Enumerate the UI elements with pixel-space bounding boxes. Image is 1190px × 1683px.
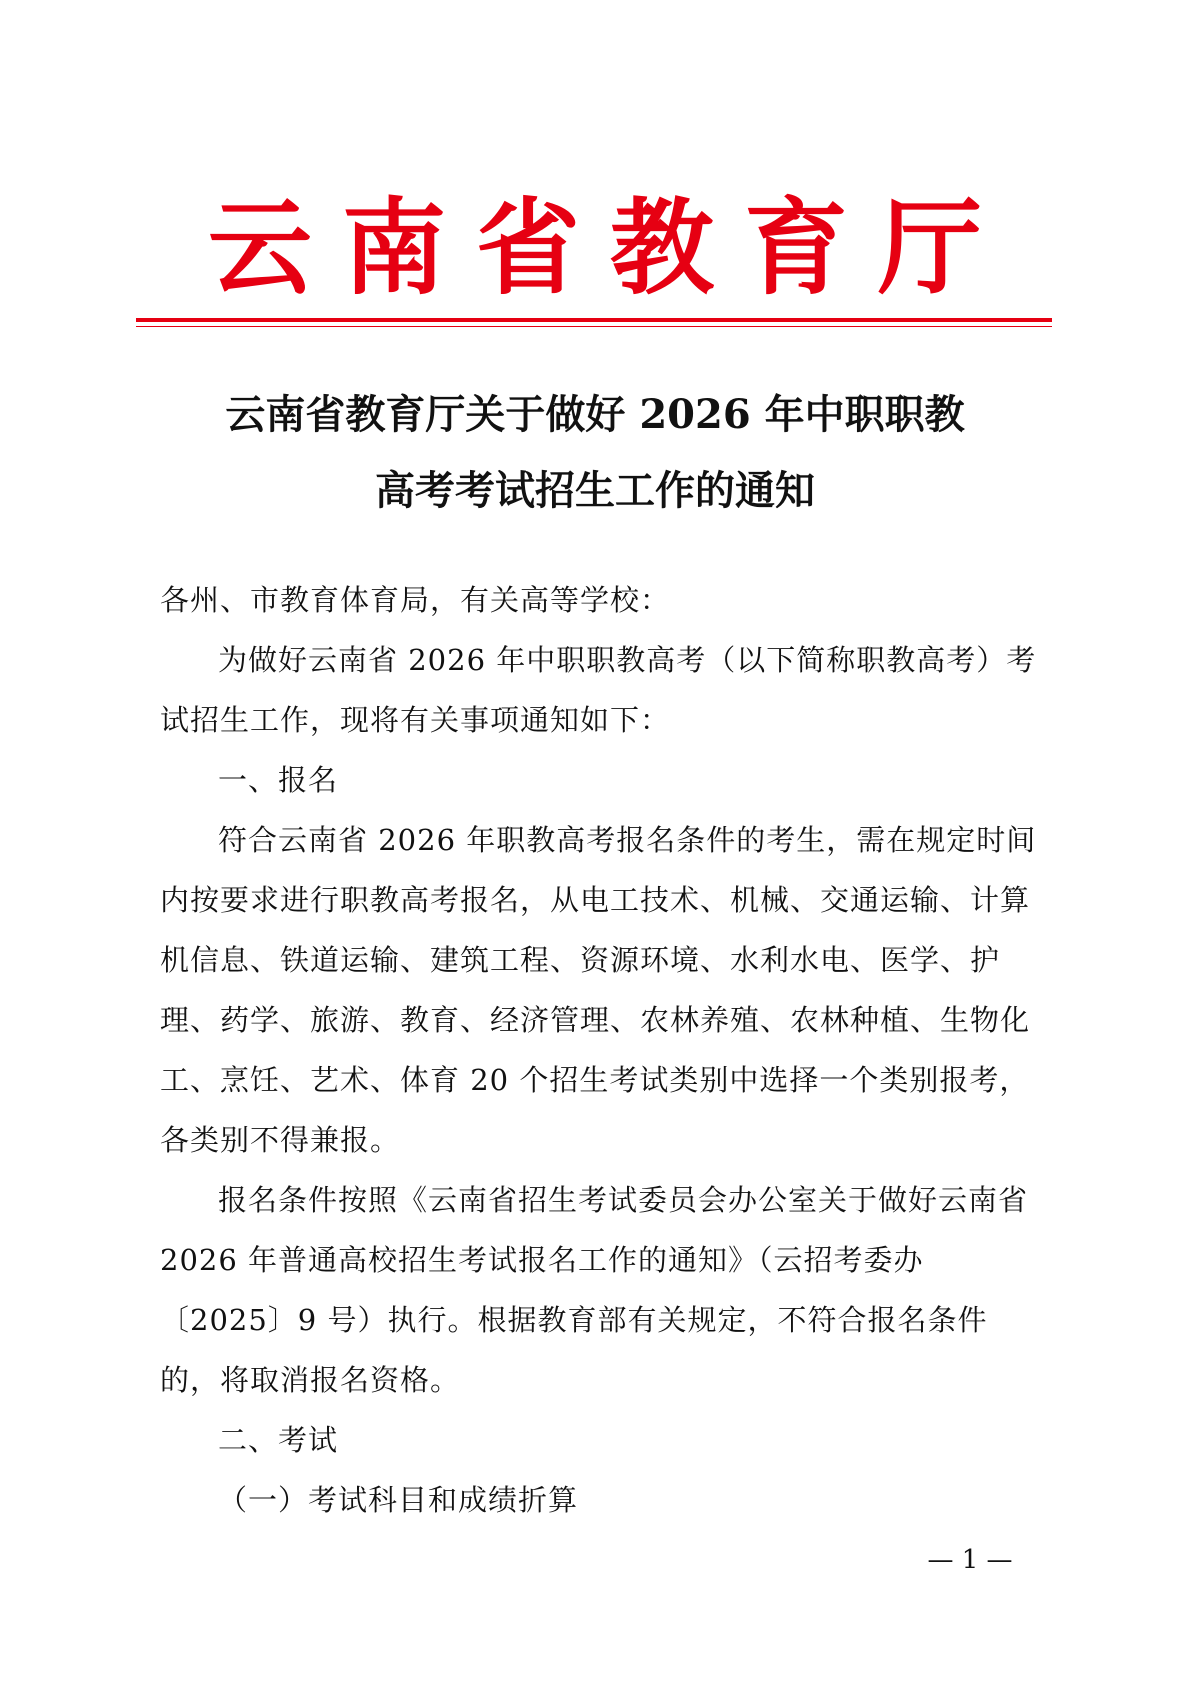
document-title-line-2: 高考考试招生工作的通知: [375, 467, 815, 514]
salutation: 各州、市教育体育局，有关高等学校：: [160, 583, 671, 617]
masthead-rule-thick: [136, 318, 1052, 322]
intro-paragraph: 为做好云南省 2026 年中职职教高考（以下简称职教高考）考试招生工作，现将有关事项通知如下：: [160, 643, 1037, 737]
subsection-heading-subjects: （一）考试科目和成绩折算: [218, 1483, 579, 1517]
page-number: — 1 —: [927, 1545, 1013, 1575]
masthead-rule-thin: [136, 326, 1052, 327]
section-heading-registration: 一、报名: [218, 763, 339, 797]
document-masthead: 云南省教育厅: [207, 187, 1012, 309]
registration-paragraph-2: 报名条件按照《云南省招生考试委员会办公室关于做好云南省 2026 年普通高校招生考试报名工作的通知》（云招考委办〔2025〕9 号）执行。根据教育部有关规定，不符合报名条件的，将取消报名资格。: [160, 1183, 1029, 1397]
registration-paragraph-1: 符合云南省 2026 年职教高考报名条件的考生，需在规定时间内按要求进行职教高考报名，从电工技术、机械、交通运输、计算机信息、铁道运输、建筑工程、资源环境、水利水电、医学、护理、药学、旅游、教育、经济管理、农林养殖、农林种植、生物化工、烹饪、艺术、体育 20 个招生考试类别中选择一个类别报考，各类别不得兼报。: [160, 823, 1037, 1157]
section-heading-exam: 二、考试: [218, 1423, 339, 1457]
document-title-line-1: 云南省教育厅关于做好 2026 年中职职教: [225, 391, 965, 438]
document-body: [160, 570, 1040, 1530]
